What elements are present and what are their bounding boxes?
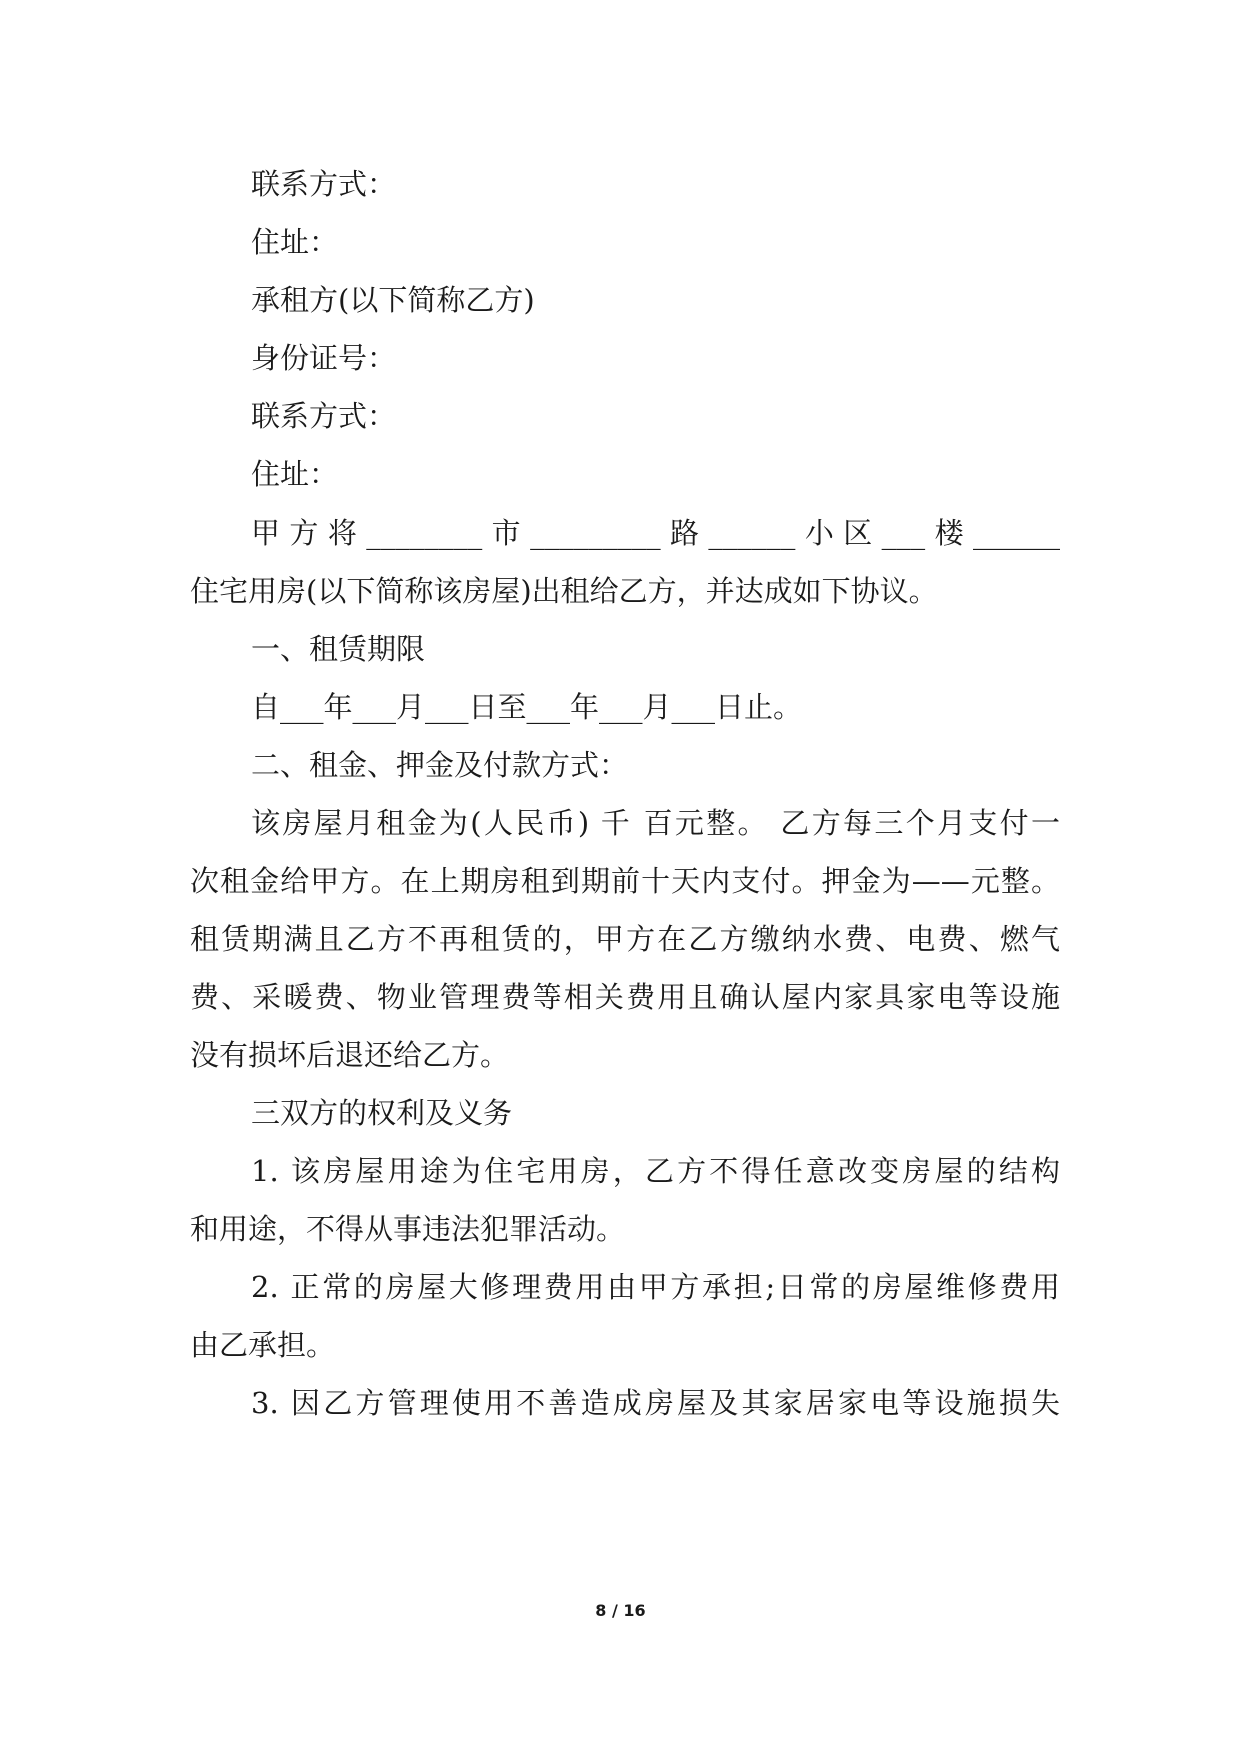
clause-2-line-2: 由乙承担。 (190, 1328, 336, 1362)
address-label-lessee: 住址： (251, 457, 339, 491)
contact-label-lessee: 联系方式： (251, 399, 397, 433)
clause-3-line-1: 3. 因乙方管理使用不善造成房屋及其家居家电等设施损失 (251, 1386, 1060, 1420)
rent-paragraph-line-4: 费、采暖费、物业管理费等相关费用且确认屋内家具家电等设施 (190, 980, 1060, 1014)
section-rent-heading: 二、租金、押金及付款方式： (251, 748, 629, 782)
rent-paragraph-line-3: 租赁期满且乙方不再租赁的，甲方在乙方缴纳水费、电费、燃气 (190, 922, 1060, 956)
section-rights-heading: 三双方的权利及义务 (251, 1096, 513, 1130)
clause-1-line-1: 1. 该房屋用途为住宅用房，乙方不得任意改变房屋的结构 (251, 1154, 1060, 1188)
rent-paragraph-line-2: 次租金给甲方。在上期房租到期前十天内支付。押金为——元整。 (190, 864, 1060, 898)
id-number-label: 身份证号： (251, 341, 397, 375)
rent-paragraph-line-5: 没有损坏后退还给乙方。 (190, 1038, 510, 1072)
page-number: 8 / 16 (595, 1601, 646, 1620)
rent-paragraph-line-1: 该房屋月租金为(人民币) 千 百元整。 乙方每三个月支付一 (251, 806, 1060, 840)
property-location-line: 甲方将________市_________路______小区___楼______ (251, 516, 1060, 550)
address-label-lessor: 住址： (251, 225, 339, 259)
contact-label-lessor: 联系方式： (251, 167, 397, 201)
lessee-heading: 承租方(以下简称乙方) (251, 283, 535, 317)
lease-term-line: 自___年___月___日至___年___月___日止。 (251, 690, 803, 724)
clause-1-line-2: 和用途，不得从事违法犯罪活动。 (190, 1212, 626, 1246)
property-description-line: 住宅用房(以下简称该房屋)出租给乙方，并达成如下协议。 (190, 574, 938, 608)
section-lease-term-heading: 一、租赁期限 (251, 632, 426, 666)
clause-2-line-1: 2. 正常的房屋大修理费用由甲方承担;日常的房屋维修费用 (251, 1270, 1060, 1304)
